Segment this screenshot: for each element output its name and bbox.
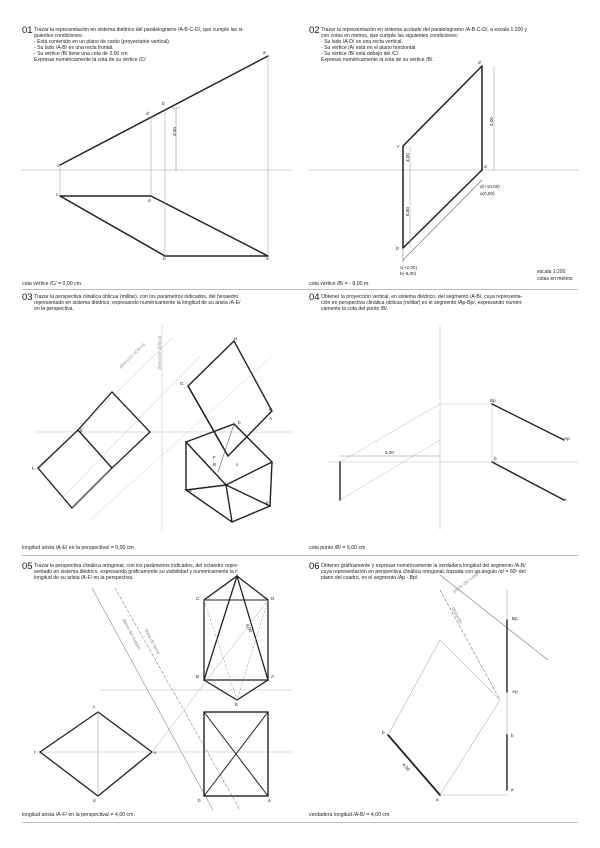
dimension-label: 4,00: [489, 117, 494, 126]
label-b-true: b: [382, 730, 385, 735]
exercise-01-text: Trazar la representación en sistema diédrico del paralelogramo /A-B-C-D/, que cumple las si- guientes condiciones: - Está contenido en un plano de canto (proyectante vertical). - Su lado /A-B/ es una recta frontal. - Su vértice /B/ tiene una cota de 3,00 cm. Expresar numéricamente la cota de su vértice /C/.: [34, 27, 244, 64]
picture-plane-line: [92, 588, 213, 810]
exercise-05-answer: longitud arista /A-F/ en la perspectiva/ = 4,00 cm.: [22, 812, 135, 818]
label-c-cota: c(+2,00): [400, 265, 417, 270]
picture-plane-label: plano del cuadro: [121, 618, 142, 651]
label-e: e: [266, 500, 269, 505]
label-E: E: [235, 702, 239, 707]
label-b: b: [238, 420, 241, 425]
cube-vertical-edge: [270, 462, 272, 506]
horizontal-projection-edge: [151, 196, 268, 256]
hidden-edge: [237, 600, 268, 700]
exercise-04-number: 04: [309, 292, 320, 303]
units-label: cotas en metros: [537, 276, 573, 282]
label-b-cota: b(-8,00): [400, 271, 417, 276]
hidden-edge: [218, 424, 234, 472]
octahedron-profile: [40, 712, 152, 796]
label-a-cota: a(0,00): [480, 191, 495, 196]
dimension-label: 8,00: [405, 207, 410, 216]
panel-02-drawing: [309, 66, 578, 262]
construction-line: [440, 640, 500, 700]
label-D: D: [271, 596, 275, 601]
label-G: G: [180, 381, 184, 386]
label-b: b: [511, 733, 514, 738]
exercise-05-number: 05: [22, 561, 33, 572]
cube-face-top: [188, 341, 272, 456]
label-c-prime: c': [57, 163, 61, 168]
oblique-direction-label: dirección oblicua: [118, 341, 146, 370]
oblique-direction-label: dirección oblicua: [157, 335, 162, 370]
oblique-line: [340, 440, 440, 500]
label-a: a: [511, 787, 514, 792]
dimension-label: 4,00: [244, 623, 254, 634]
hexahedron-elevation: [78, 392, 150, 468]
label-c: c: [236, 462, 239, 467]
label-F: F: [213, 455, 216, 460]
label-c: c: [93, 704, 96, 709]
exercise-03-text: Trazar la perspectiva clinálica oblicua (militar), con los parámetros indicados, del hexaedro representado en sistema diédrico, expresando numéricamente la longitud de su arista /A-E/ en la perspectiva.: [34, 294, 241, 313]
plan-projection-line: [403, 180, 482, 260]
exercise-06-text: Obtener gráficamente y expresar numéricamente la verdadera longitud del segmento /A-B/ cuya representación en perspectiva clinálica ortogonal, trazada con un ángulo /α/ = 60º del plano del cuadro, es el segmento /Ap - Bp/.: [321, 563, 526, 582]
label-F: F: [235, 569, 238, 574]
label-A: A: [271, 674, 275, 679]
label-d-cota: d(+10,00): [480, 184, 500, 189]
cube-diagonal-edge: [188, 386, 228, 456]
direction-label: dirección: [450, 606, 464, 625]
octahedron-face: [204, 576, 268, 680]
label-h: h: [32, 466, 35, 471]
label-a: a: [268, 798, 271, 803]
panel-05-drawing: [36, 576, 292, 810]
exercise-01-number: 01: [22, 25, 33, 36]
octahedron-perspective: [204, 576, 268, 700]
dimension-label: 4,00: [401, 762, 411, 773]
construction-line: [388, 640, 440, 735]
hidden-edge: [72, 470, 110, 508]
hexahedron-plan: [38, 430, 112, 508]
label-H: H: [234, 336, 238, 341]
label-Ap: Ap: [564, 436, 570, 441]
picture-plane-label: plano del cuadro: [452, 569, 482, 594]
exercise-02-number: 02: [309, 25, 320, 36]
scale-label: escala 1:200: [537, 269, 566, 275]
ground-line-label: línea de tierra: [143, 628, 162, 656]
cube-vertical-edge: [226, 485, 232, 522]
label-b: b: [494, 456, 497, 461]
segment-ap-bp: [492, 404, 564, 440]
label-a: a: [564, 497, 567, 502]
label-Bp: Bp: [512, 616, 518, 621]
label-Ap: Ap: [512, 689, 518, 694]
label-a-true: a: [436, 797, 439, 802]
label-a: a: [266, 256, 269, 261]
label-d: d: [93, 798, 96, 803]
label-d-prime: d': [146, 111, 150, 116]
label-e: e: [154, 750, 157, 755]
label-B: B: [213, 462, 217, 467]
dimension-label: 3,00: [405, 153, 410, 162]
exercise-01-answer: cota vértice /C/ = 0,00 cm.: [22, 281, 83, 287]
panel-04-drawing: [328, 325, 578, 530]
exercise-04-text: Obtener la proyección vertical, en sistema diédrico, del segmento /A-B/, cuya representa- ción en perspectiva clinálica oblicua (militar) es el segmento /Ap-Bp/, expresando numéri- camente la cota del punto /B/.: [321, 294, 523, 313]
label-f: f: [34, 750, 36, 755]
dimension-label: 5,00: [385, 450, 394, 455]
panel-01-drawing: [22, 56, 292, 256]
label-d: d: [148, 198, 151, 203]
exercise-03-answer: longitud arista /A-E/ en la perspectiva/ = 0,00 cm.: [22, 545, 136, 551]
vertical-projection-edge: [60, 56, 268, 165]
construction-line: [440, 700, 500, 795]
exercise-03-number: 03: [22, 292, 33, 303]
ground-line-dashed: [115, 588, 240, 810]
label-C: C: [196, 596, 200, 601]
horizontal-projection-edge: [60, 196, 165, 256]
exercise-04-answer: cota punto /B/ = 5,00 cm.: [309, 545, 367, 551]
label-b: b: [198, 798, 201, 803]
true-length-segment: [388, 735, 440, 795]
segment-d-c: [403, 66, 482, 146]
label-A: A: [269, 416, 273, 421]
label-b-prime: b': [396, 246, 400, 251]
label-E: E: [269, 407, 273, 412]
oblique-direction-line: [40, 335, 172, 468]
direction-line: [440, 590, 500, 700]
panel-06-drawing: [388, 575, 548, 795]
label-B: B: [196, 674, 200, 679]
exercise-02-answer: cota vértice /B/ = - 8,00 m.: [309, 281, 370, 287]
label-b: b: [163, 256, 166, 261]
label-c-prime: c': [397, 144, 401, 149]
label-g: g: [80, 427, 83, 432]
exercise-02-text: Trazar la representación en sistema acotado del paralelogramo /A-B-C-D/, a escala 1:200 y con cotas en metros, que cumple las siguientes condiciones: - Su lado /A-D/ es una recta vertical. - Su vértice /A/ está en el plano horizontal. - Su vértice /B/ está debajo del /C/. Expresar numéricamente la cota de su vértice /B/.: [321, 27, 528, 64]
projection-ray: [152, 600, 268, 752]
dimension-label: 3,00: [172, 127, 177, 136]
panel-03-drawing: [36, 325, 292, 530]
segment-a-b-plan: [492, 462, 564, 500]
label-Bp: Bp: [490, 398, 496, 403]
exercise-05-text: Trazar la perspectiva clinálica ortogonal, con los parámetros indicados, del octaedro repre- sentado en sistema diédrico, expresando gráficamente su visibilidad y numéricamente la longitud de su arista /A-F/ en la perspectiva.: [34, 563, 239, 582]
hidden-edge: [204, 600, 237, 700]
segment-a-b: [403, 170, 482, 248]
exercise-06-answer: verdadera longitud /A-B/ = 4,00 cm.: [309, 812, 391, 818]
label-d-prime: d': [478, 60, 482, 65]
label-b-prime: b': [162, 101, 166, 106]
label-c: c: [56, 192, 59, 197]
label-a-prime: a': [263, 50, 267, 55]
cube-face-bottom: [186, 485, 270, 522]
label-a-prime: a': [484, 164, 488, 169]
label-a: a: [189, 488, 192, 493]
exercise-06-number: 06: [309, 561, 320, 572]
